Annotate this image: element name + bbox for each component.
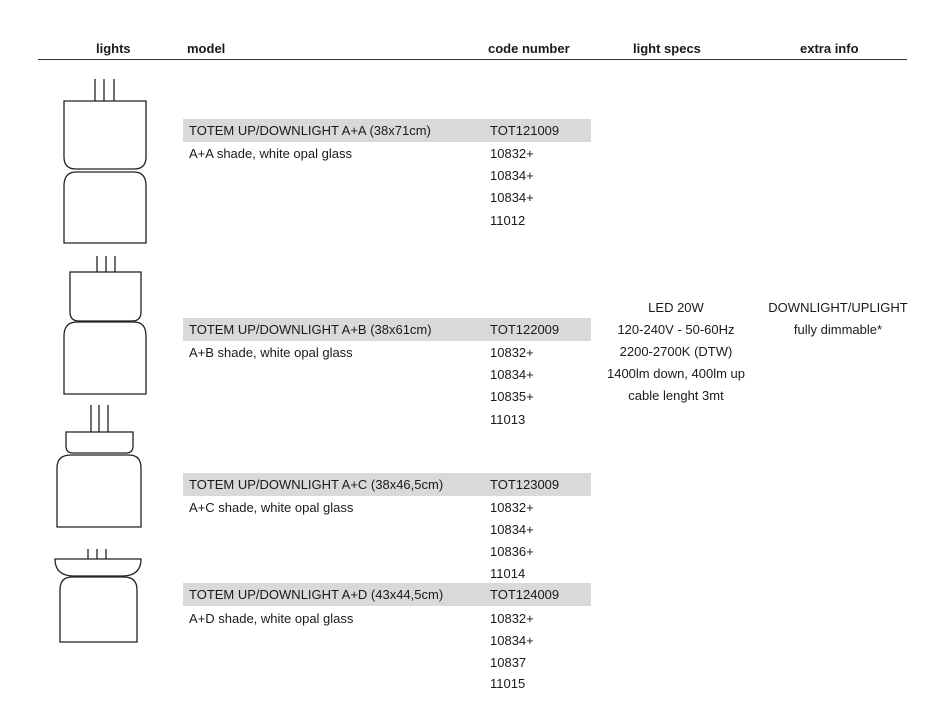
part-code: 10837 (490, 655, 527, 670)
part-code: 10834+ (490, 522, 534, 537)
product-shade: A+A shade, white opal glass (189, 146, 352, 161)
product-title: TOTEM UP/DOWNLIGHT A+D (43x44,5cm) (189, 587, 444, 602)
extra-info-dimmable: fully dimmable* (793, 322, 883, 337)
product-shade: A+B shade, white opal glass (189, 345, 353, 360)
product-title: TOTEM UP/DOWNLIGHT A+C (38x46,5cm) (189, 477, 444, 492)
part-code: 10835+ (490, 389, 534, 404)
header-light-specs: light specs (633, 41, 701, 56)
header-extra-info: extra info (800, 41, 859, 56)
part-code: 10832+ (490, 500, 534, 515)
part-code: 10832+ (490, 146, 534, 161)
part-code: 10836+ (490, 544, 534, 559)
part-code: 10834+ (490, 633, 534, 648)
part-code: 11015 (490, 676, 526, 691)
spec-color-temp: 2200-2700K (DTW) (619, 344, 733, 359)
spec-cable: cable lenght 3mt (628, 388, 724, 403)
lamp-a-c-drawing (57, 405, 141, 527)
part-code: 10834+ (490, 367, 534, 382)
spec-lumens: 1400lm down, 400lm up (606, 366, 746, 381)
product-code: TOT124009 (490, 587, 560, 602)
product-shade: A+C shade, white opal glass (189, 500, 354, 515)
product-code: TOT122009 (490, 322, 560, 337)
part-code: 11013 (490, 412, 526, 427)
part-code: 10834+ (490, 168, 534, 183)
part-code: 10834+ (490, 190, 534, 205)
spec-power: LED 20W (648, 300, 704, 315)
header-model: model (187, 41, 226, 56)
lamp-a-a-drawing (64, 79, 146, 243)
product-title: TOTEM UP/DOWNLIGHT A+A (38x71cm) (189, 123, 431, 138)
product-shade: A+D shade, white opal glass (189, 611, 354, 626)
part-code: 10832+ (490, 345, 534, 360)
lamp-a-d-drawing (55, 549, 141, 642)
part-code: 11012 (490, 213, 526, 228)
spec-voltage: 120-240V - 50-60Hz (617, 322, 735, 337)
part-code: 11014 (490, 566, 526, 581)
product-code: TOT121009 (490, 123, 560, 138)
header-code-number: code number (488, 41, 570, 56)
lamp-a-b-drawing (64, 256, 146, 394)
header-lights: lights (96, 41, 131, 56)
part-code: 10832+ (490, 611, 534, 626)
product-code: TOT123009 (490, 477, 560, 492)
extra-info-type: DOWNLIGHT/UPLIGHT (768, 300, 908, 315)
product-title: TOTEM UP/DOWNLIGHT A+B (38x61cm) (189, 322, 432, 337)
